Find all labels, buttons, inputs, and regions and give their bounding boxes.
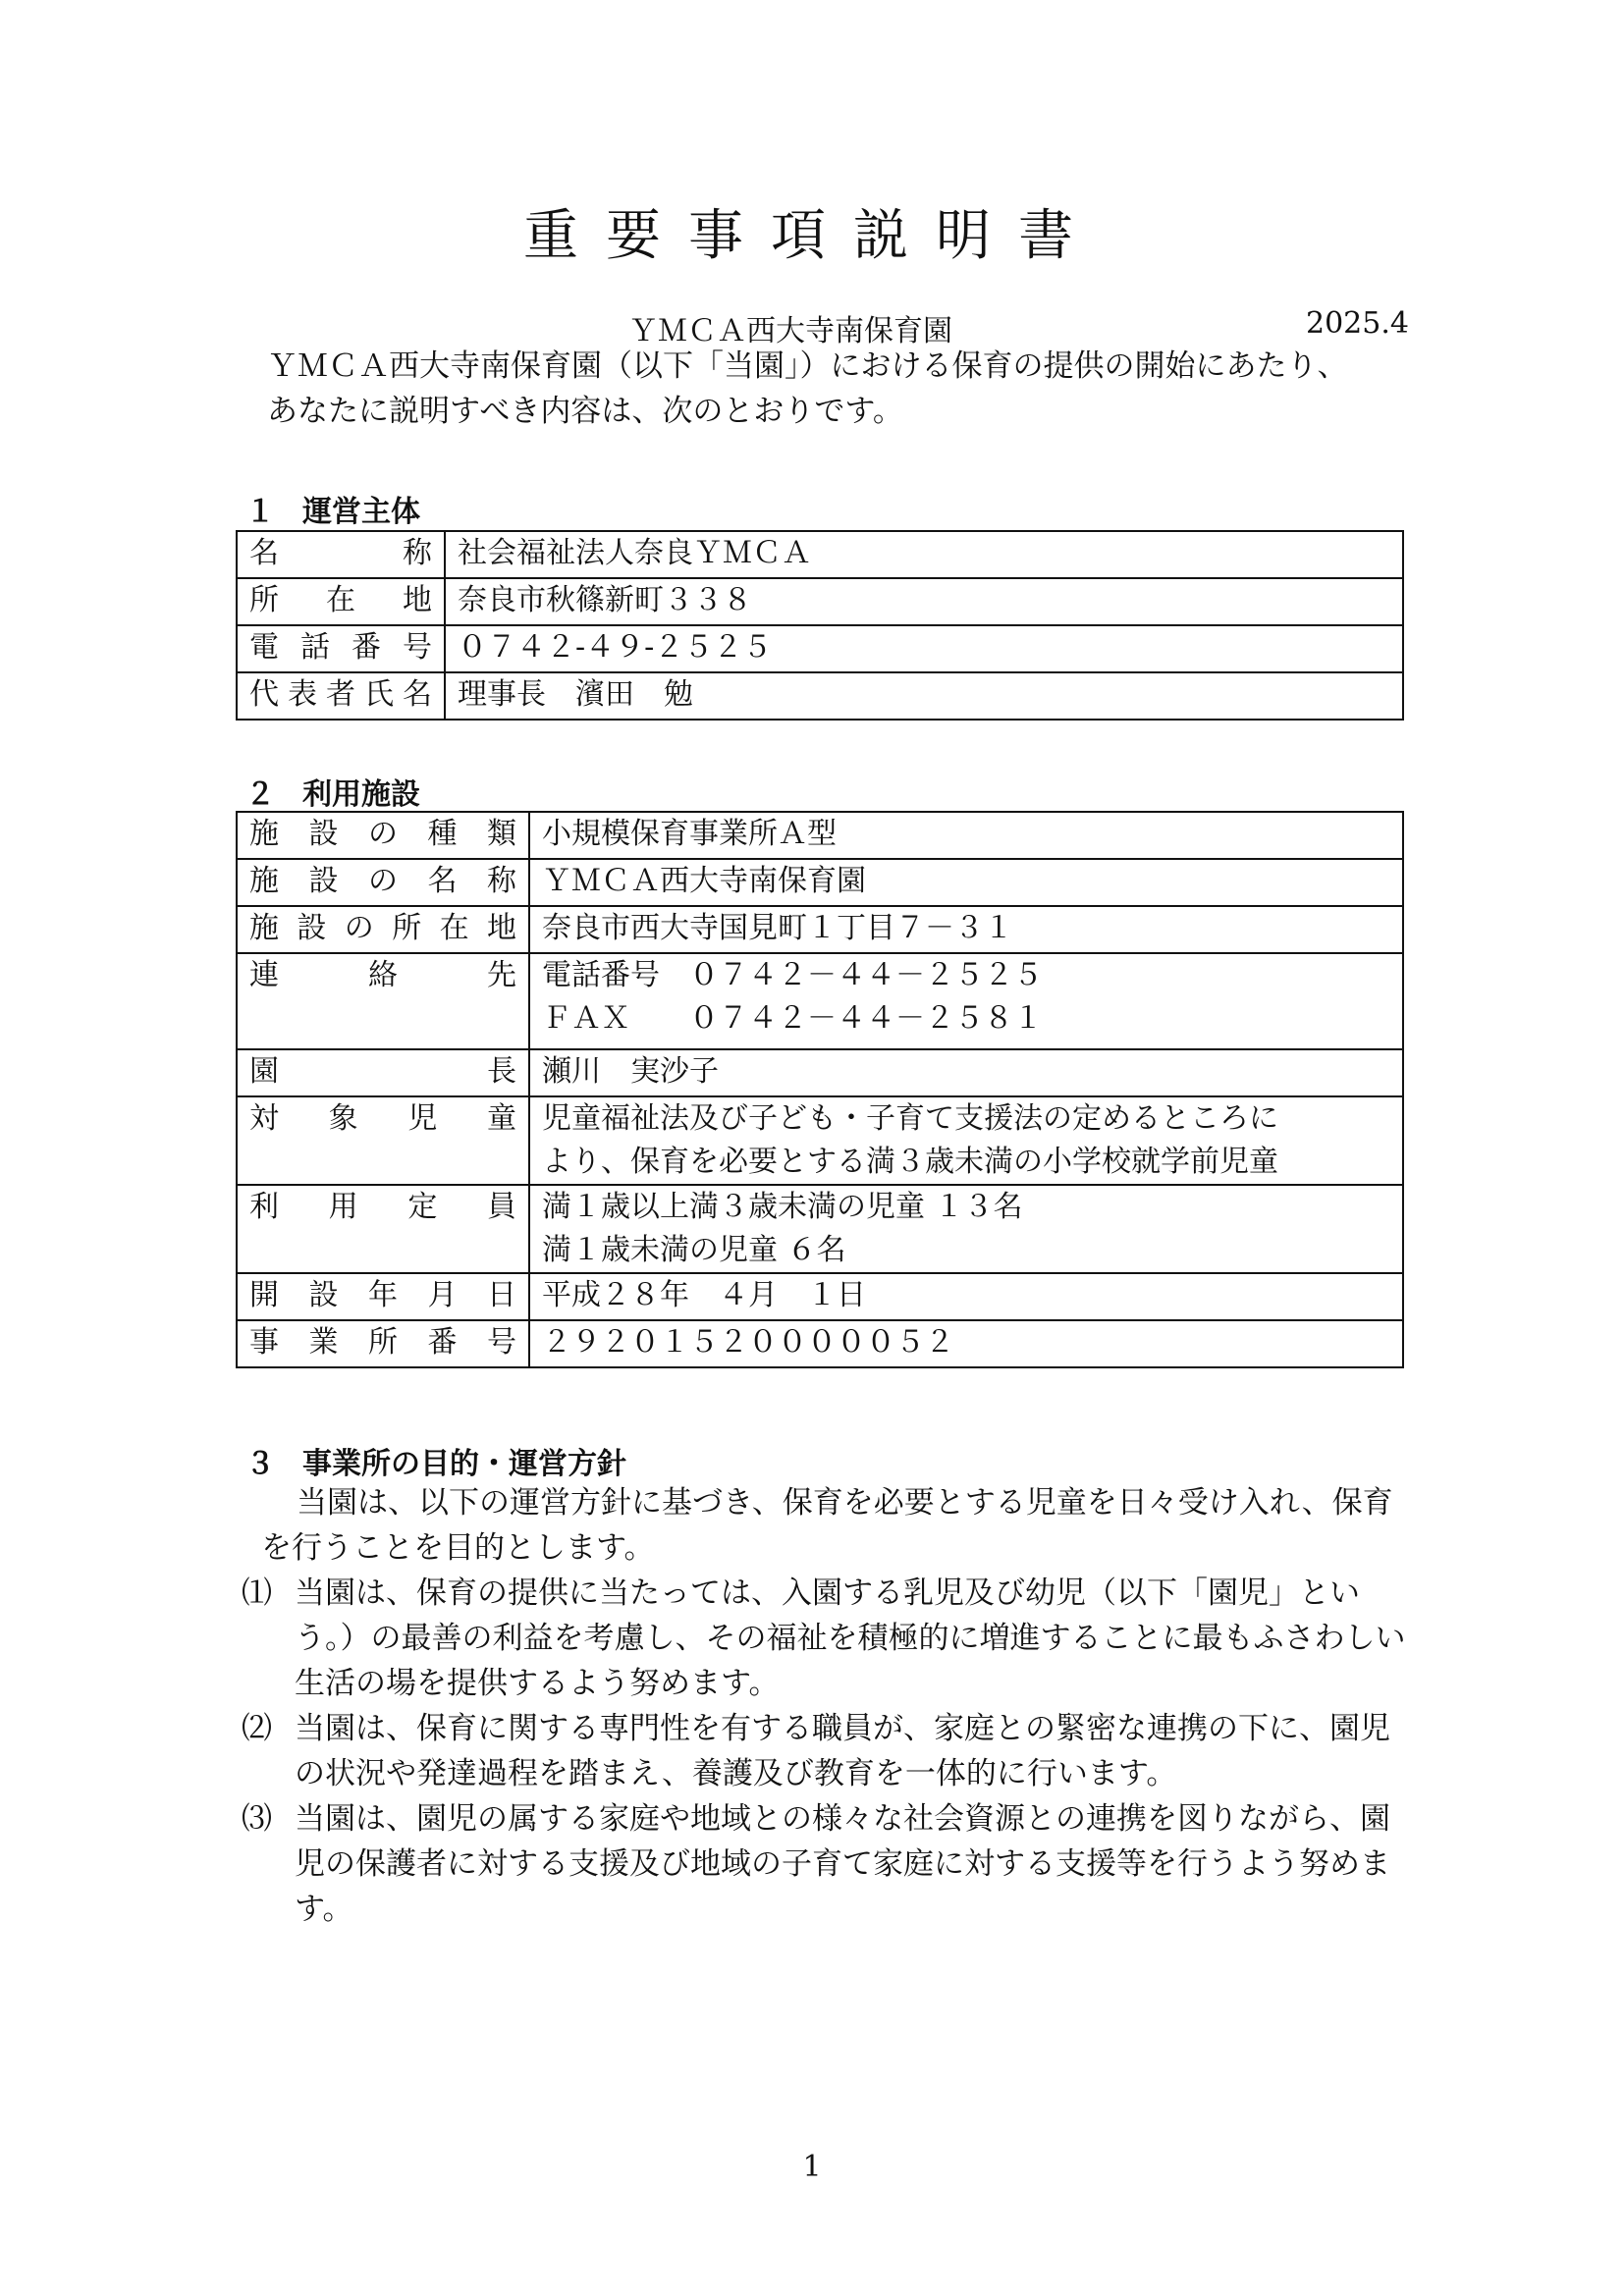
- row-key: 園長: [237, 1049, 529, 1096]
- value-line: ＹＭＣＡ西大寺南保育園: [542, 864, 866, 898]
- row-value: [445, 531, 1403, 578]
- table-row: [237, 812, 1403, 859]
- row-value: [445, 578, 1403, 625]
- section-heading-purpose: [245, 1439, 626, 1482]
- row-value: [529, 953, 1403, 1049]
- table-row: [237, 578, 1403, 625]
- row-key: 電話番号: [237, 625, 445, 672]
- row-value: [529, 1049, 1403, 1096]
- row-value: [529, 812, 1403, 859]
- section-number: ２: [245, 777, 275, 812]
- row-key: 開設年月日: [237, 1273, 529, 1320]
- value-line: ２９２０１５２０００００５２: [542, 1325, 954, 1360]
- section-title: 事業所の目的・運営方針: [302, 1447, 626, 1481]
- page-number: 1: [802, 2150, 822, 2184]
- row-key: 所在地: [237, 578, 445, 625]
- policy-item: [242, 1796, 1406, 1932]
- row-key: 連絡先: [237, 953, 529, 1049]
- row-key: 代表者氏名: [237, 672, 445, 720]
- value-line: 瀬川 実沙子: [542, 1054, 719, 1089]
- item-text: 当園は、保育に関する専門性を有する職員が、家庭との緊密な連携の下に、園児の状況や発達過程を踏まえ、養護及び教育を一体的に行います。: [295, 1711, 1390, 1791]
- facility-table: [236, 811, 1404, 1368]
- policy-item: [242, 1571, 1406, 1706]
- table-row: [237, 1185, 1403, 1273]
- value-line: より、保育を必要とする満３歳未満の小学校就学前児童: [542, 1145, 1278, 1179]
- row-value: [529, 1320, 1403, 1367]
- value-line: 奈良市西大寺国見町１丁目７－３１: [542, 911, 1013, 945]
- section-title: 運営主体: [302, 495, 420, 529]
- table-row: [237, 906, 1403, 953]
- table-row: [237, 531, 1403, 578]
- row-key: 施設の所在地: [237, 906, 529, 953]
- section-number: ３: [245, 1447, 275, 1481]
- intro-line: ＹＭＣＡ西大寺南保育園（以下「当園」）における保育の提供の開始にあたり、: [267, 348, 1348, 384]
- row-key: 利用定員: [237, 1185, 529, 1273]
- value-line: 平成２８年 ４月 １日: [542, 1278, 866, 1312]
- value-line: 電話番号 ０７４２－４４－２５２５: [542, 958, 1043, 992]
- capacity-item: [542, 1229, 1390, 1272]
- value-line: 奈良市秋篠新町３３８: [458, 583, 752, 617]
- table-row: [237, 953, 1403, 1049]
- row-key: 事業所番号: [237, 1320, 529, 1367]
- table-row: [237, 1320, 1403, 1367]
- value-line: ０７４２-４９-２５２５: [458, 630, 773, 665]
- table-row: [237, 1096, 1403, 1185]
- table-row: [237, 1049, 1403, 1096]
- row-value: [445, 625, 1403, 672]
- purpose-body: [242, 1480, 1406, 1932]
- item-marker: ⑶: [242, 1801, 272, 1837]
- capacity-item: [542, 1186, 1390, 1229]
- table-row: [237, 859, 1403, 906]
- row-value: [529, 1096, 1403, 1185]
- capacity-label: 満１歳未満の児童: [542, 1233, 778, 1267]
- value-line: 社会福祉法人奈良ＹＭＣＡ: [458, 536, 811, 570]
- section-heading-facility: [245, 770, 420, 813]
- section-heading-operator: [245, 487, 420, 530]
- value-line: 児童福祉法及び子ども・子育て支援法の定めるところに: [542, 1101, 1278, 1136]
- row-key: 施設の種類: [237, 812, 529, 859]
- facility-name: ＹＭＣＡ西大寺南保育園: [628, 314, 952, 348]
- section-title: 利用施設: [302, 777, 420, 812]
- item-marker: ⑴: [242, 1575, 272, 1611]
- purpose-lead: 当園は、以下の運営方針に基づき、保育を必要とする児童を日々受け入れ、保育を行うことを目的とします。: [261, 1485, 1393, 1566]
- intro-line: あなたに説明すべき内容は、次のとおりです。: [267, 394, 903, 429]
- row-value: [529, 1273, 1403, 1320]
- table-row: [237, 625, 1403, 672]
- section-number: １: [245, 495, 275, 529]
- table-row: [237, 672, 1403, 720]
- table-row: [237, 1273, 1403, 1320]
- document-title: 重要事項説明書: [523, 204, 1101, 268]
- value-line: ＦＡＸ ０７４２－４４－２５８１: [542, 1001, 1043, 1036]
- item-text: 当園は、保育の提供に当たっては、入園する乳児及び幼児（以下「園児」という。）の最善の利益を考慮し、その福祉を積極的に増進することに最もふさわしい生活の場を提供するよう努めます。: [295, 1575, 1406, 1701]
- document-date: 2025.4: [1306, 306, 1409, 341]
- capacity-label: 満１歳以上満３歳未満の児童: [542, 1190, 925, 1224]
- row-value: [529, 906, 1403, 953]
- row-key: 施設の名称: [237, 859, 529, 906]
- item-marker: ⑵: [242, 1711, 272, 1746]
- row-value: [529, 1185, 1403, 1273]
- value-line: 小規模保育事業所Ａ型: [542, 817, 837, 851]
- row-key: 名称: [237, 531, 445, 578]
- operator-table: [236, 530, 1404, 721]
- value-line: 理事長 濱田 勉: [458, 677, 693, 712]
- policy-item: [242, 1706, 1406, 1796]
- capacity-count: １３名: [934, 1190, 1023, 1224]
- row-value: [529, 859, 1403, 906]
- row-key: 対象児童: [237, 1096, 529, 1185]
- row-value: [445, 672, 1403, 720]
- capacity-count: ６名: [786, 1233, 846, 1267]
- item-text: 当園は、園児の属する家庭や地域との様々な社会資源との連携を図りながら、園児の保護者に対する支援及び地域の子育て家庭に対する支援等を行うよう努めます。: [295, 1801, 1390, 1927]
- intro-paragraph: [267, 344, 1406, 434]
